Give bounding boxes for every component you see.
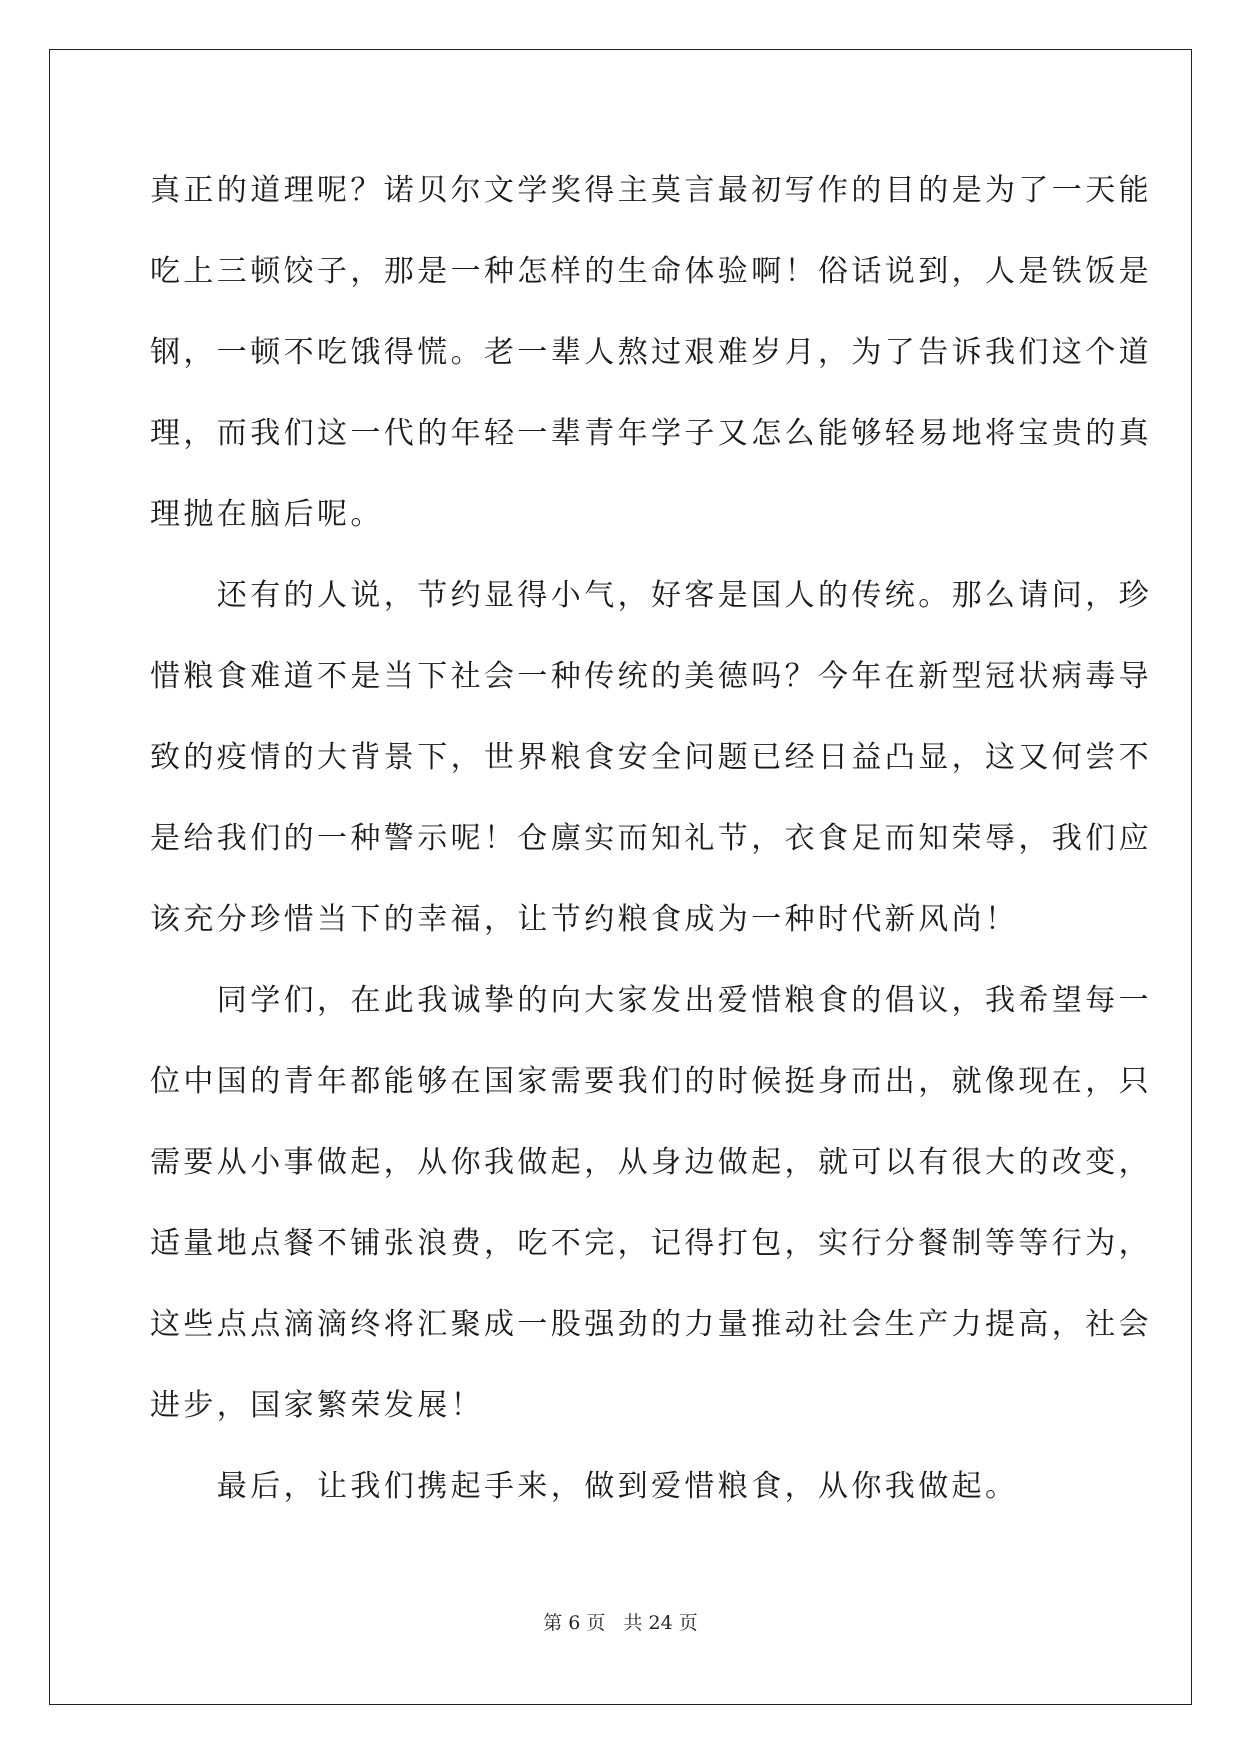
text-line: 适量地点餐不铺张浪费，吃不完，记得打包，实行分餐制等等行为， <box>150 1226 1152 1261</box>
text-line: 同学们，在此我诚挚的向大家发出爱惜粮食的倡议，我希望每一 <box>150 983 1152 1018</box>
text-line: 还有的人说，节约显得小气，好客是国人的传统。那么请问，珍 <box>150 578 1152 613</box>
text-line: 需要从小事做起，从你我做起，从身边做起，就可以有很大的改变， <box>150 1145 1152 1180</box>
text-line: 该充分珍惜当下的幸福，让节约粮食成为一种时代新风尚！ <box>150 902 1019 937</box>
text-line: 吃上三顿饺子，那是一种怎样的生命体验啊！俗话说到，人是铁饭是 <box>150 254 1152 289</box>
text-line: 是给我们的一种警示呢！仓廪实而知礼节，衣食足而知荣辱，我们应 <box>150 821 1152 856</box>
page-number: 第 6 页 <box>543 1612 606 1634</box>
text-line: 钢，一顿不吃饿得慌。老一辈人熬过艰难岁月，为了告诉我们这个道 <box>150 335 1152 370</box>
page-footer <box>0 1608 1241 1635</box>
document-body <box>150 150 1152 1527</box>
text-line: 位中国的青年都能够在国家需要我们的时候挺身而出，就像现在，只 <box>150 1064 1152 1099</box>
text-line: 这些点点滴滴终将汇聚成一股强劲的力量推动社会生产力提高，社会 <box>150 1307 1152 1342</box>
text-line: 最后，让我们携起手来，做到爱惜粮食，从你我做起。 <box>150 1469 1019 1504</box>
text-line: 致的疫情的大背景下，世界粮食安全问题已经日益凸显，这又何尝不 <box>150 740 1152 775</box>
total-pages: 共 24 页 <box>623 1612 698 1634</box>
text-line: 理，而我们这一代的年轻一辈青年学子又怎么能够轻易地将宝贵的真 <box>150 416 1152 451</box>
text-line: 理抛在脑后呢。 <box>150 497 384 532</box>
text-line: 真正的道理呢？诺贝尔文学奖得主莫言最初写作的目的是为了一天能 <box>150 173 1152 208</box>
text-line: 惜粮食难道不是当下社会一种传统的美德吗？今年在新型冠状病毒导 <box>150 659 1152 694</box>
text-line: 进步，国家繁荣发展！ <box>150 1388 484 1423</box>
